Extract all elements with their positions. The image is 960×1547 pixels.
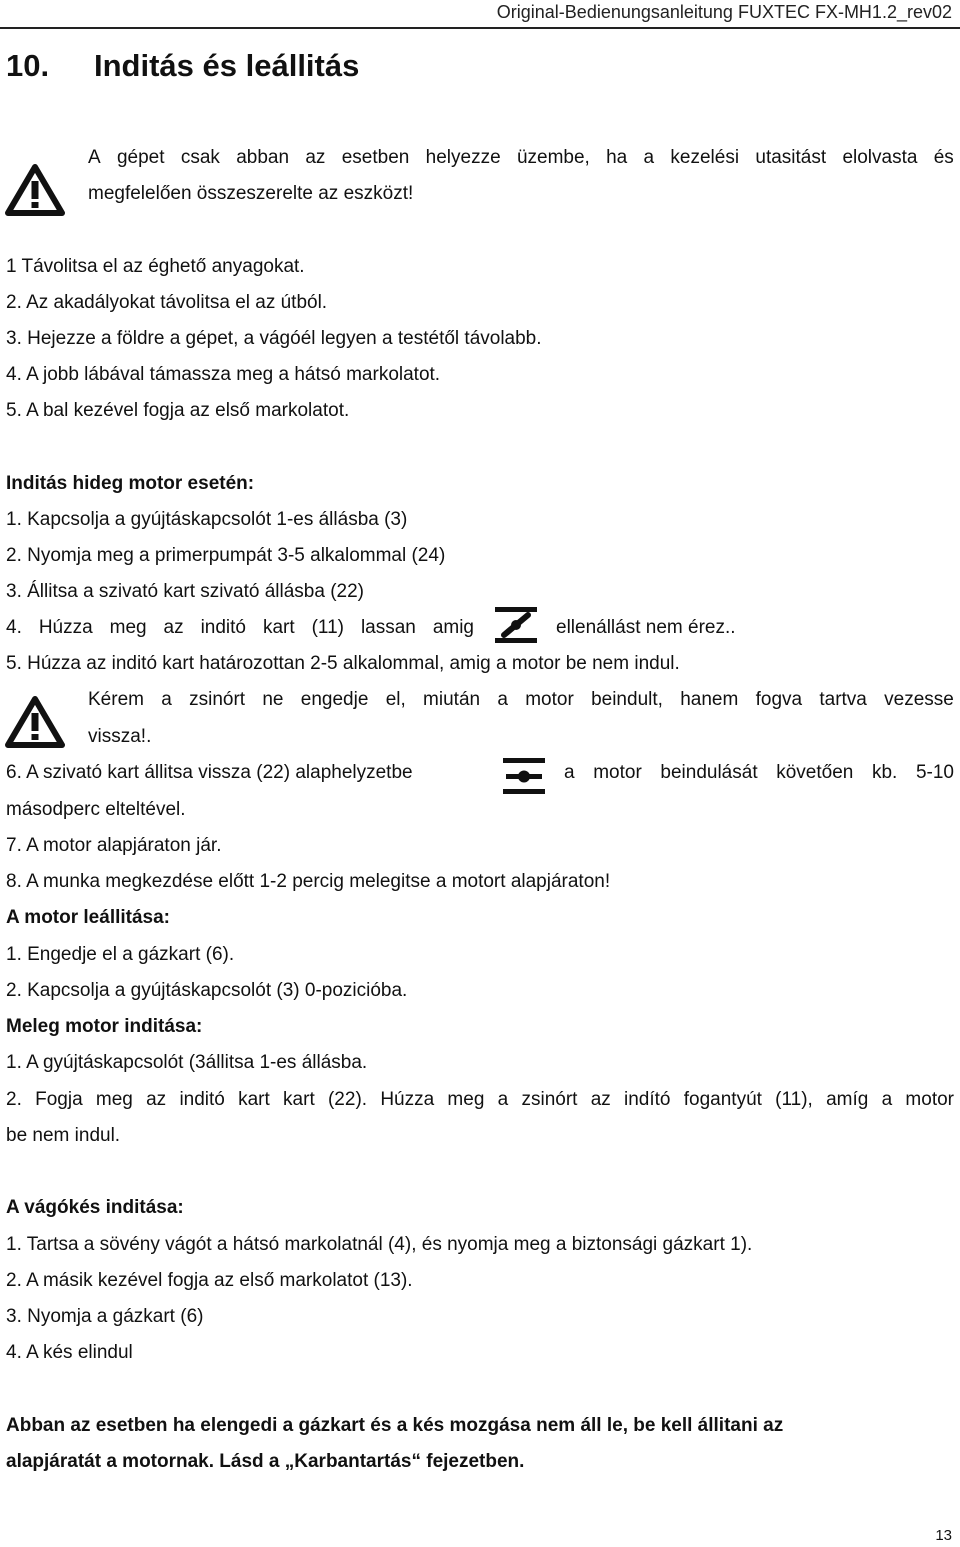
prep-step-1: 1 Távolitsa el az éghető anyagokat. xyxy=(6,256,305,277)
cold-start-step-6-line-2: másodperc elteltével. xyxy=(6,799,186,820)
prep-step-5: 5. A bal kezével fogja az első markolatot. xyxy=(6,400,350,421)
cold-start-step-6-head: 6. A szivató kart állitsa vissza (22) alaphelyzetbe xyxy=(6,762,413,783)
cold-start-step-4-tail: ellenállást nem érez.. xyxy=(556,617,736,638)
stop-heading: A motor leállitása: xyxy=(6,907,171,928)
stop-step-1: 1. Engedje el a gázkart (6). xyxy=(6,944,235,965)
choke-open-icon xyxy=(500,756,548,796)
idle-adjust-note-line-2: alapjáratát a motornak. Lásd a „Karbantartás“ fejezetben. xyxy=(6,1451,525,1472)
cold-start-step-1: 1. Kapcsolja a gyújtáskapcsolót 1-es állásba (3) xyxy=(6,509,408,530)
cold-start-step-6-tail: a motor beindulását követően kb. 5-10 xyxy=(564,762,954,783)
blade-start-heading: A vágókés inditása: xyxy=(6,1197,184,1218)
cold-start-step-4: 4. Húzza meg az inditó kart (11) lassan amig xyxy=(6,617,474,638)
blade-start-step-4: 4. A kés elindul xyxy=(6,1342,133,1363)
blade-start-step-3: 3. Nyomja a gázkart (6) xyxy=(6,1306,204,1327)
document-header: Original-Bedienungsanleitung FUXTEC FX-MH1.2_rev02 xyxy=(496,2,952,22)
warm-start-step-2: 2. Fogja meg az inditó kart kart (22). Húzza meg a zsinórt az indító fogantyút (11), amíg a motor xyxy=(6,1089,954,1110)
cold-start-step-8: 8. A munka megkezdése előtt 1-2 percig melegitse a motort alapjáraton! xyxy=(6,871,611,892)
blade-start-step-1: 1. Tartsa a sövény vágót a hátsó markolatnál (4), és nyomja meg a biztonsági gázkart 1). xyxy=(6,1234,753,1255)
warm-start-step-2-line-2: be nem indul. xyxy=(6,1125,121,1146)
cold-start-step-7: 7. A motor alapjáraton jár. xyxy=(6,835,222,856)
cold-start-heading: Inditás hideg motor esetén: xyxy=(6,473,255,494)
warning-text-line-1: A gépet csak abban az esetben helyezze üzembe, ha a kezelési utasitást elolvasta és xyxy=(88,147,954,168)
section-title xyxy=(6,46,359,86)
header-rule xyxy=(0,27,960,29)
cold-start-step-3: 3. Állitsa a szivató kart szivató állásba (22) xyxy=(6,581,364,602)
warning-text-line-2: megfelelően összeszerelte az eszközt! xyxy=(88,183,414,204)
prep-step-3: 3. Hejezze a földre a gépet, a vágóél legyen a testétől távolabb. xyxy=(6,328,542,349)
warning-triangle-icon xyxy=(5,696,65,748)
stop-step-2: 2. Kapcsolja a gyújtáskapcsolót (3) 0-pozicióba. xyxy=(6,980,408,1001)
section-number: 10. xyxy=(6,48,50,83)
idle-adjust-note-line-1: Abban az esetben ha elengedi a gázkart és a kés mozgása nem áll le, be kell állitani az xyxy=(6,1415,784,1436)
cold-start-step-5: 5. Húzza az inditó kart határozottan 2-5 alkalommal, amig a motor be nem indul. xyxy=(6,653,680,674)
section-heading: Inditás és leállitás xyxy=(94,48,360,83)
page-number: 13 xyxy=(935,1527,952,1544)
warm-start-step-1: 1. A gyújtáskapcsolót (3állitsa 1-es állásba. xyxy=(6,1052,368,1073)
choke-closed-icon xyxy=(492,605,540,645)
rope-warning-line-1: Kérem a zsinórt ne engedje el, miután a motor beindult, hanem fogva tartva vezesse xyxy=(88,689,954,710)
cold-start-step-2: 2. Nyomja meg a primerpumpát 3-5 alkalommal (24) xyxy=(6,545,446,566)
prep-step-2: 2. Az akadályokat távolitsa el az útból. xyxy=(6,292,328,313)
warm-start-heading: Meleg motor inditása: xyxy=(6,1016,203,1037)
warning-triangle-icon xyxy=(5,164,65,216)
prep-step-4: 4. A jobb lábával támassza meg a hátsó markolatot. xyxy=(6,364,441,385)
blade-start-step-2: 2. A másik kezével fogja az első markolatot (13). xyxy=(6,1270,413,1291)
rope-warning-line-2: vissza!. xyxy=(88,726,152,747)
